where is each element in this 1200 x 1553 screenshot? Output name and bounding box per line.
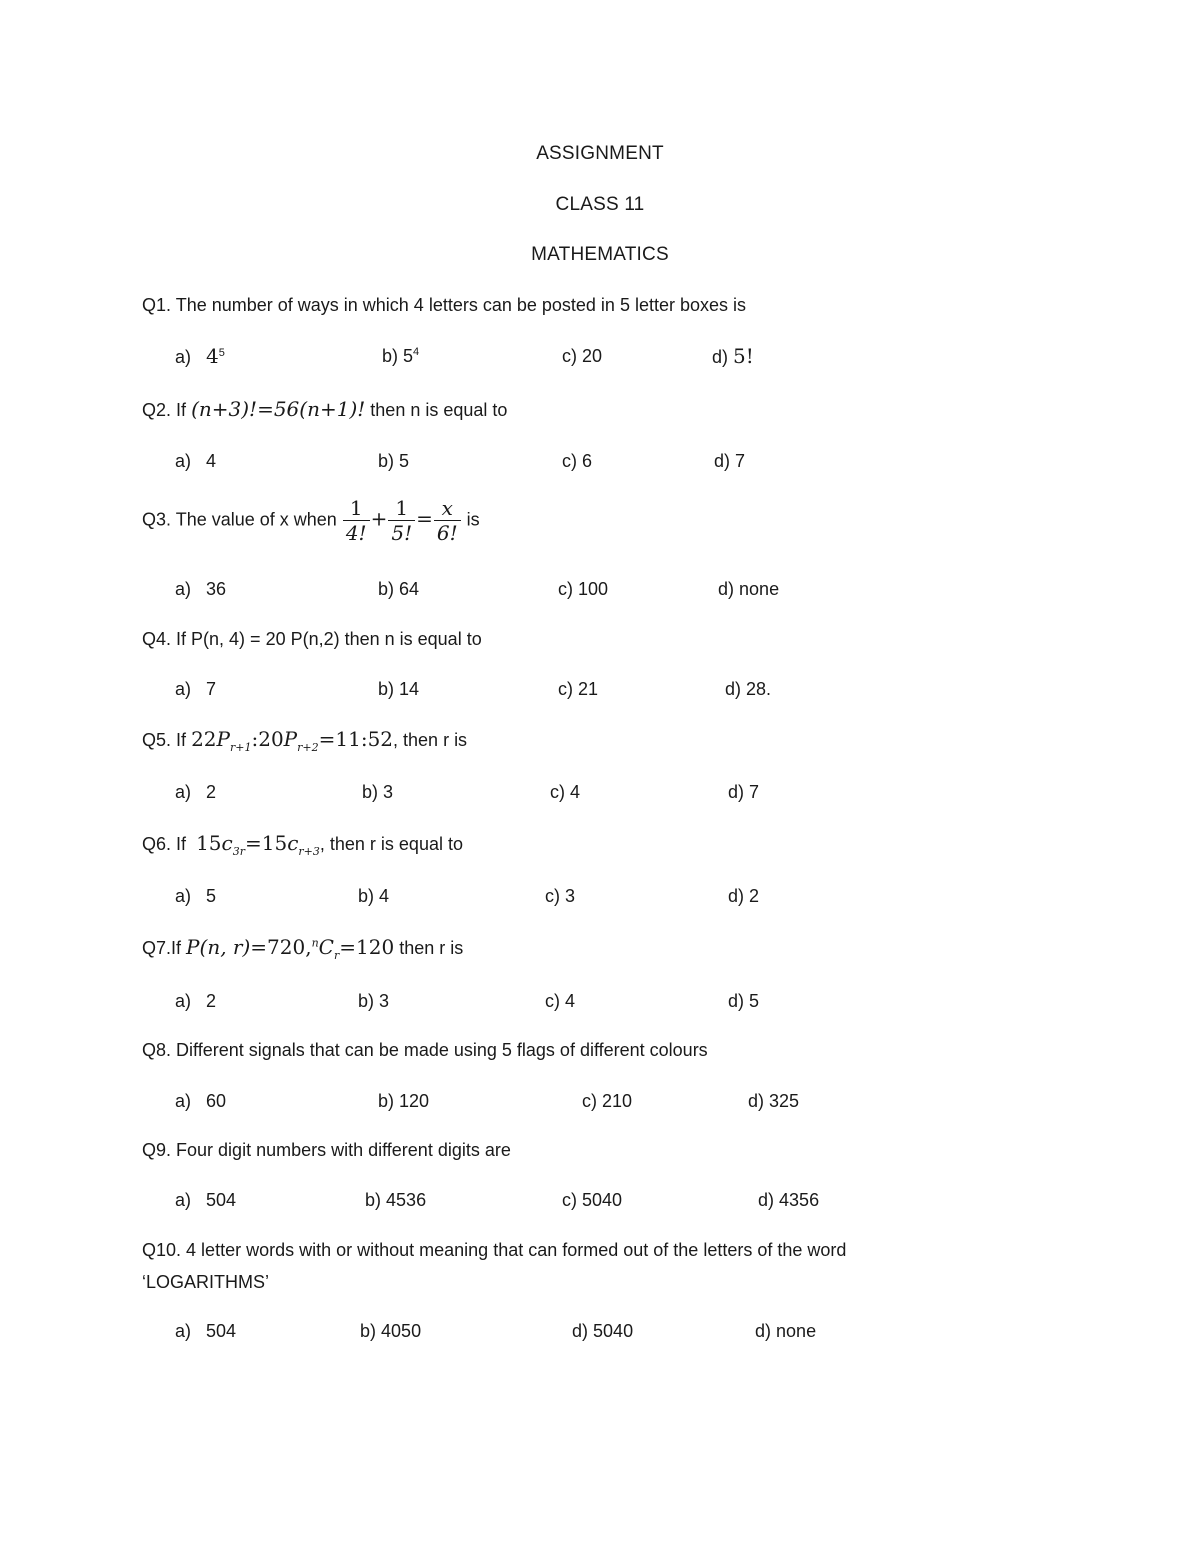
- option-a: [175, 886, 216, 907]
- option-label: c): [562, 346, 577, 366]
- question-tail: then r is: [399, 938, 464, 958]
- option-label: a): [175, 886, 192, 906]
- option-label: a): [175, 347, 192, 367]
- option-b: [365, 1190, 426, 1211]
- option-label: a): [175, 451, 192, 471]
- option-label: b): [378, 1091, 395, 1111]
- subject-label: MATHEMATICS: [531, 244, 669, 265]
- option-b: [378, 451, 409, 472]
- option-a: [175, 1091, 226, 1112]
- option-label: c): [545, 886, 560, 906]
- option-value: 3: [565, 886, 576, 906]
- option-c: [562, 1190, 622, 1211]
- option-value: 7: [749, 782, 760, 802]
- question-tail: then n is equal to: [370, 400, 508, 420]
- option-d: [728, 991, 759, 1012]
- question-lead: The value of x when: [175, 509, 337, 530]
- option-label: b): [382, 346, 399, 366]
- fraction-numerator: x: [434, 496, 461, 521]
- option-value: 2: [206, 991, 217, 1011]
- option-value: 60: [206, 1091, 227, 1111]
- option-value: 120: [399, 1091, 430, 1111]
- question-number: Q10.: [142, 1240, 182, 1260]
- option-a: [175, 1190, 236, 1211]
- question-number: Q4.: [142, 629, 172, 649]
- option-label: d): [728, 886, 745, 906]
- option-c: [562, 346, 602, 367]
- option-value: 504: [206, 1190, 237, 1210]
- option-label: b): [378, 451, 395, 471]
- option-label: a): [175, 991, 192, 1011]
- option-b: [362, 782, 393, 803]
- question-lead: If: [176, 400, 187, 420]
- option-c: [545, 886, 575, 907]
- option-value: 4356: [779, 1190, 820, 1210]
- option-value: none: [776, 1321, 817, 1341]
- option-label: b): [360, 1321, 377, 1341]
- option-label: b): [378, 579, 395, 599]
- document-title: ASSIGNMENT: [536, 143, 664, 164]
- option-a: [175, 579, 226, 600]
- option-value: 4050: [381, 1321, 422, 1341]
- question-tail: , then r is equal to: [319, 834, 463, 854]
- option-c: [582, 1091, 632, 1112]
- option-value: 4: [379, 886, 390, 906]
- option-value: 14: [399, 679, 420, 699]
- option-d: [728, 886, 759, 907]
- question-number: Q2.: [142, 400, 172, 420]
- option-b: [378, 1091, 429, 1112]
- fraction-1: [343, 496, 370, 545]
- option-label: a): [175, 1321, 192, 1341]
- option-value: 100: [578, 579, 609, 599]
- option-label: d): [748, 1091, 765, 1111]
- option-d: [728, 782, 759, 803]
- question-9: [142, 1140, 511, 1161]
- option-b: [378, 579, 419, 600]
- fraction-numerator: 1: [388, 496, 415, 521]
- option-value: 3: [379, 991, 390, 1011]
- option-label: a): [175, 679, 192, 699]
- fraction-denominator: 5!: [391, 521, 413, 545]
- option-c: [562, 451, 592, 472]
- option-c: [558, 579, 608, 600]
- option-value: 28.: [746, 679, 772, 699]
- question-2: [142, 397, 507, 421]
- option-value: 504: [206, 1321, 237, 1341]
- option-label: d): [755, 1321, 772, 1341]
- option-b: [360, 1321, 421, 1342]
- option-value: 20: [582, 346, 603, 366]
- question-equation: P(n, $r)=720,^nC_r=120$: [186, 935, 395, 962]
- option-value: 7: [206, 679, 217, 699]
- question-number: Q3.: [142, 509, 172, 530]
- question-text: If P(n, 4) = 20 P(n,2) then n is equal to: [176, 629, 482, 649]
- fraction-denominator: 6!: [436, 521, 458, 545]
- question-8: [142, 1040, 708, 1061]
- option-label: a): [175, 1190, 192, 1210]
- option-value: 4536: [386, 1190, 427, 1210]
- question-4: [142, 629, 482, 650]
- option-value: 4: [570, 782, 581, 802]
- option-a: [175, 782, 216, 803]
- question-7: [142, 935, 463, 962]
- option-c: [558, 679, 598, 700]
- option-value: 2: [749, 886, 760, 906]
- option-b: [358, 991, 389, 1012]
- option-label: a): [175, 782, 192, 802]
- option-label: d): [718, 579, 735, 599]
- question-10: [142, 1240, 846, 1261]
- question-10-continuation: ‘LOGARITHMS’: [142, 1272, 270, 1292]
- question-number: Q9.: [142, 1140, 172, 1160]
- option-label: b): [358, 886, 375, 906]
- question-6: [142, 831, 463, 858]
- option-value: 4: [206, 451, 217, 471]
- option-label: b): [358, 991, 375, 1011]
- option-value: 5040: [593, 1321, 634, 1341]
- option-d: [725, 679, 771, 700]
- option-label: a): [175, 1091, 192, 1111]
- option-label: a): [175, 579, 192, 599]
- question-equation: $15c_{3r}=15c_{r+3}$: [196, 831, 320, 858]
- option-value: 5: [749, 991, 760, 1011]
- class-label: CLASS 11: [555, 194, 645, 215]
- question-lead: If: [171, 938, 182, 958]
- option-label: b): [362, 782, 379, 802]
- option-label: d): [725, 679, 742, 699]
- option-value: 5: [206, 886, 217, 906]
- question-number: Q5.: [142, 730, 172, 750]
- question-number: Q7.: [142, 938, 172, 958]
- question-equation: $22P_{r+1}:20P_{r+2}=11:52$: [191, 727, 394, 754]
- option-value: 64: [399, 579, 420, 599]
- question-5: [142, 727, 467, 754]
- option-base: 4: [206, 344, 219, 368]
- option-value: 6: [582, 451, 593, 471]
- option-value: 325: [769, 1091, 800, 1111]
- option-label: d): [572, 1321, 589, 1341]
- option-a: [175, 1321, 236, 1342]
- option-d: [758, 1190, 819, 1211]
- option-label: c): [562, 1190, 577, 1210]
- question-tail: is: [466, 509, 480, 530]
- option-value: 5: [399, 451, 410, 471]
- fraction-denominator: 4!: [345, 521, 367, 545]
- option-label: c): [550, 782, 565, 802]
- option-label: d): [728, 782, 745, 802]
- option-label: c): [582, 1091, 597, 1111]
- option-base: 5: [403, 346, 414, 366]
- option-label: d): [728, 991, 745, 1011]
- question-1: [142, 295, 746, 316]
- option-value: 7: [735, 451, 746, 471]
- option-value: 5!: [733, 344, 754, 368]
- option-value: none: [739, 579, 780, 599]
- option-exponent: 5: [218, 347, 225, 359]
- option-value: 210: [602, 1091, 633, 1111]
- option-label: c): [558, 679, 573, 699]
- fraction-numerator: 1: [343, 496, 370, 521]
- option-value: 36: [206, 579, 227, 599]
- option-label: c): [545, 991, 560, 1011]
- option-label: b): [365, 1190, 382, 1210]
- option-label: d): [712, 347, 729, 367]
- option-b: [382, 346, 419, 367]
- option-value: 3: [383, 782, 394, 802]
- option-label: d): [758, 1190, 775, 1210]
- option-value: 5040: [582, 1190, 623, 1210]
- question-text: Four digit numbers with different digits are: [176, 1140, 511, 1160]
- question-equation: (n+3)!=56(n+1)!: [191, 397, 366, 421]
- option-b: [358, 886, 389, 907]
- fraction-2: [388, 496, 415, 545]
- option-b: [378, 679, 419, 700]
- option-label: b): [378, 679, 395, 699]
- option-a: [175, 451, 216, 472]
- question-text: 4 letter words with or without meaning that can formed out of the letters of the word: [186, 1240, 847, 1260]
- option-exponent: 4: [413, 346, 420, 358]
- option-label: d): [714, 451, 731, 471]
- option-c: [572, 1321, 633, 1342]
- option-label: c): [558, 579, 573, 599]
- option-a: [175, 344, 225, 368]
- option-c: [545, 991, 575, 1012]
- question-number: Q1.: [142, 295, 172, 315]
- option-value: 21: [578, 679, 599, 699]
- option-a: [175, 991, 216, 1012]
- question-number: Q6.: [142, 834, 172, 854]
- option-value: 4: [565, 991, 576, 1011]
- option-a: [175, 679, 216, 700]
- fraction-3: [434, 496, 461, 545]
- question-number: Q8.: [142, 1040, 172, 1060]
- option-c: [550, 782, 580, 803]
- question-lead: If: [176, 730, 187, 750]
- question-3: Q3. The value of x when $\frac{1}{4!}$ + $\frac{1}{5!}$ = $\frac{x}{6!}$ is: [142, 496, 480, 545]
- question-text: The number of ways in which 4 letters can be posted in 5 letter boxes is: [175, 295, 746, 315]
- option-d: [718, 579, 779, 600]
- option-value: 2: [206, 782, 217, 802]
- question-tail: , then r is: [393, 730, 468, 750]
- question-text: Different signals that can be made using 5 flags of different colours: [176, 1040, 708, 1060]
- option-d: [755, 1321, 816, 1342]
- option-d: [714, 451, 745, 472]
- option-d: [712, 344, 754, 368]
- question-lead: If: [176, 834, 187, 854]
- option-label: c): [562, 451, 577, 471]
- option-d: [748, 1091, 799, 1112]
